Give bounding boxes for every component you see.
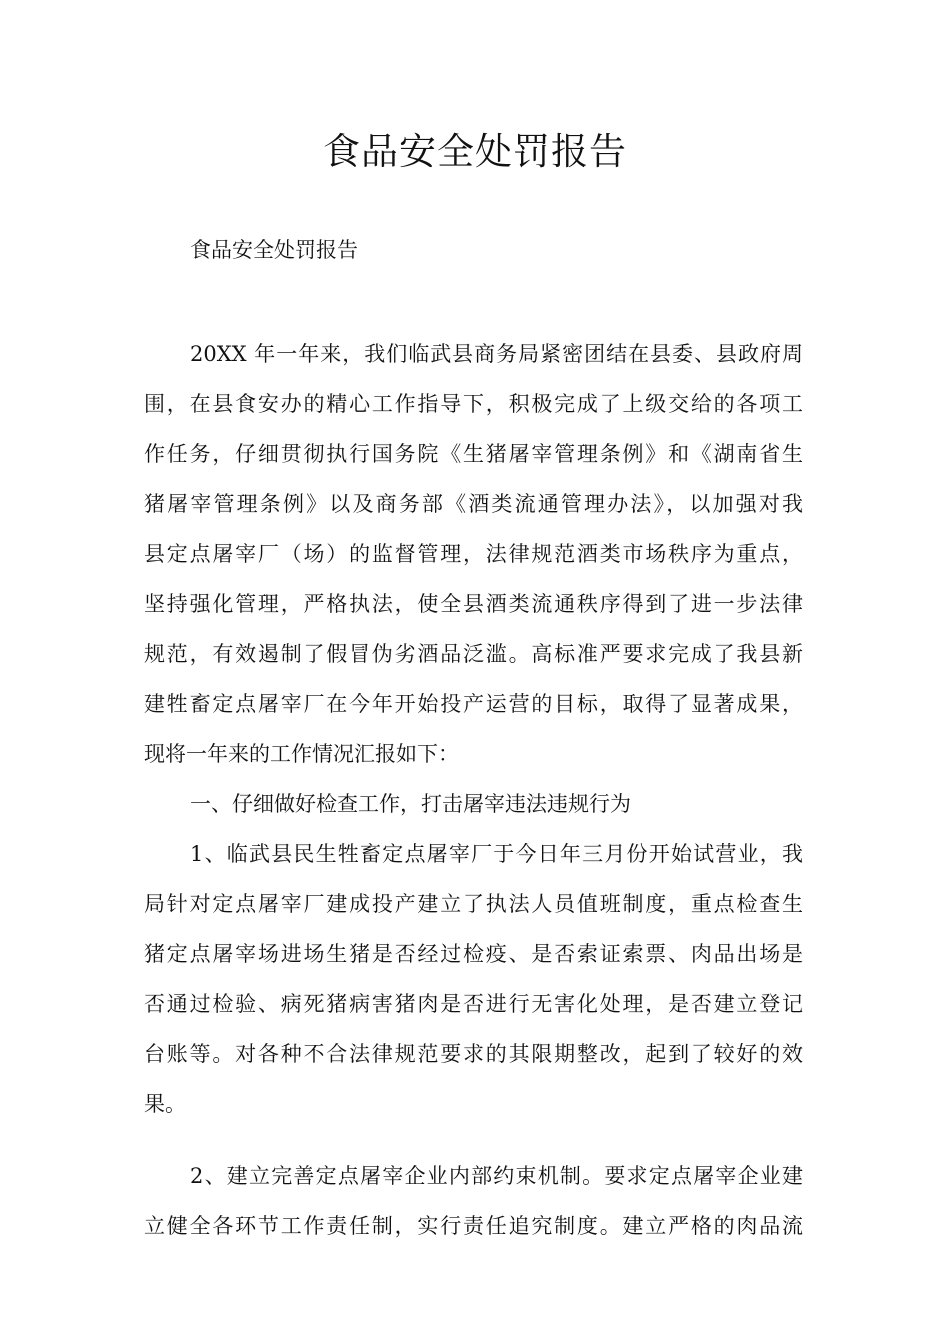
paragraph-1-line: 规范，有效遏制了假冒伪劣酒品泛滥。高标准严要求完成了我县新 xyxy=(144,642,803,666)
paragraph-1-line: 现将一年来的工作情况汇报如下： xyxy=(144,742,459,766)
paragraph-2-line: 台账等。对各种不合法律规范要求的其限期整改，起到了较好的效 xyxy=(144,1042,803,1066)
paragraph-1-line: 20XX 年一年来，我们临武县商务局紧密团结在县委、县政府周 xyxy=(190,342,803,366)
paragraph-2-line: 1、临武县民生牲畜定点屠宰厂于今日年三月份开始试营业，我 xyxy=(190,842,803,866)
document-subtitle: 食品安全处罚报告 xyxy=(190,238,358,262)
paragraph-1-line: 猪屠宰管理条例》以及商务部《酒类流通管理办法》，以加强对我 xyxy=(144,492,803,516)
document-title: 食品安全处罚报告 xyxy=(323,130,627,173)
paragraph-3-line: 2、建立完善定点屠宰企业内部约束机制。要求定点屠宰企业建 xyxy=(190,1164,803,1188)
paragraph-2-line: 局针对定点屠宰厂建成投产建立了执法人员值班制度，重点检查生 xyxy=(144,892,803,916)
section-heading: 一、仔细做好检查工作，打击屠宰违法违规行为 xyxy=(190,792,631,816)
paragraph-1-line: 围，在县食安办的精心工作指导下，积极完成了上级交给的各项工 xyxy=(144,392,803,416)
paragraph-1-line: 作任务，仔细贯彻执行国务院《生猪屠宰管理条例》和《湖南省生 xyxy=(144,442,803,466)
paragraph-3-line: 立健全各环节工作责任制，实行责任追究制度。建立严格的肉品流 xyxy=(144,1214,803,1238)
paragraph-1-line: 县定点屠宰厂（场）的监督管理，法律规范酒类市场秩序为重点， xyxy=(144,542,803,566)
paragraph-2-line: 否通过检验、病死猪病害猪肉是否进行无害化处理，是否建立登记 xyxy=(144,992,803,1016)
paragraph-2-line: 果。 xyxy=(144,1092,186,1116)
paragraph-1-line: 建牲畜定点屠宰厂在今年开始投产运营的目标，取得了显著成果， xyxy=(144,692,803,716)
paragraph-1-line: 坚持强化管理，严格执法，使全县酒类流通秩序得到了进一步法律 xyxy=(144,592,803,616)
paragraph-2-line: 猪定点屠宰场进场生猪是否经过检疫、是否索证索票、肉品出场是 xyxy=(144,942,803,966)
